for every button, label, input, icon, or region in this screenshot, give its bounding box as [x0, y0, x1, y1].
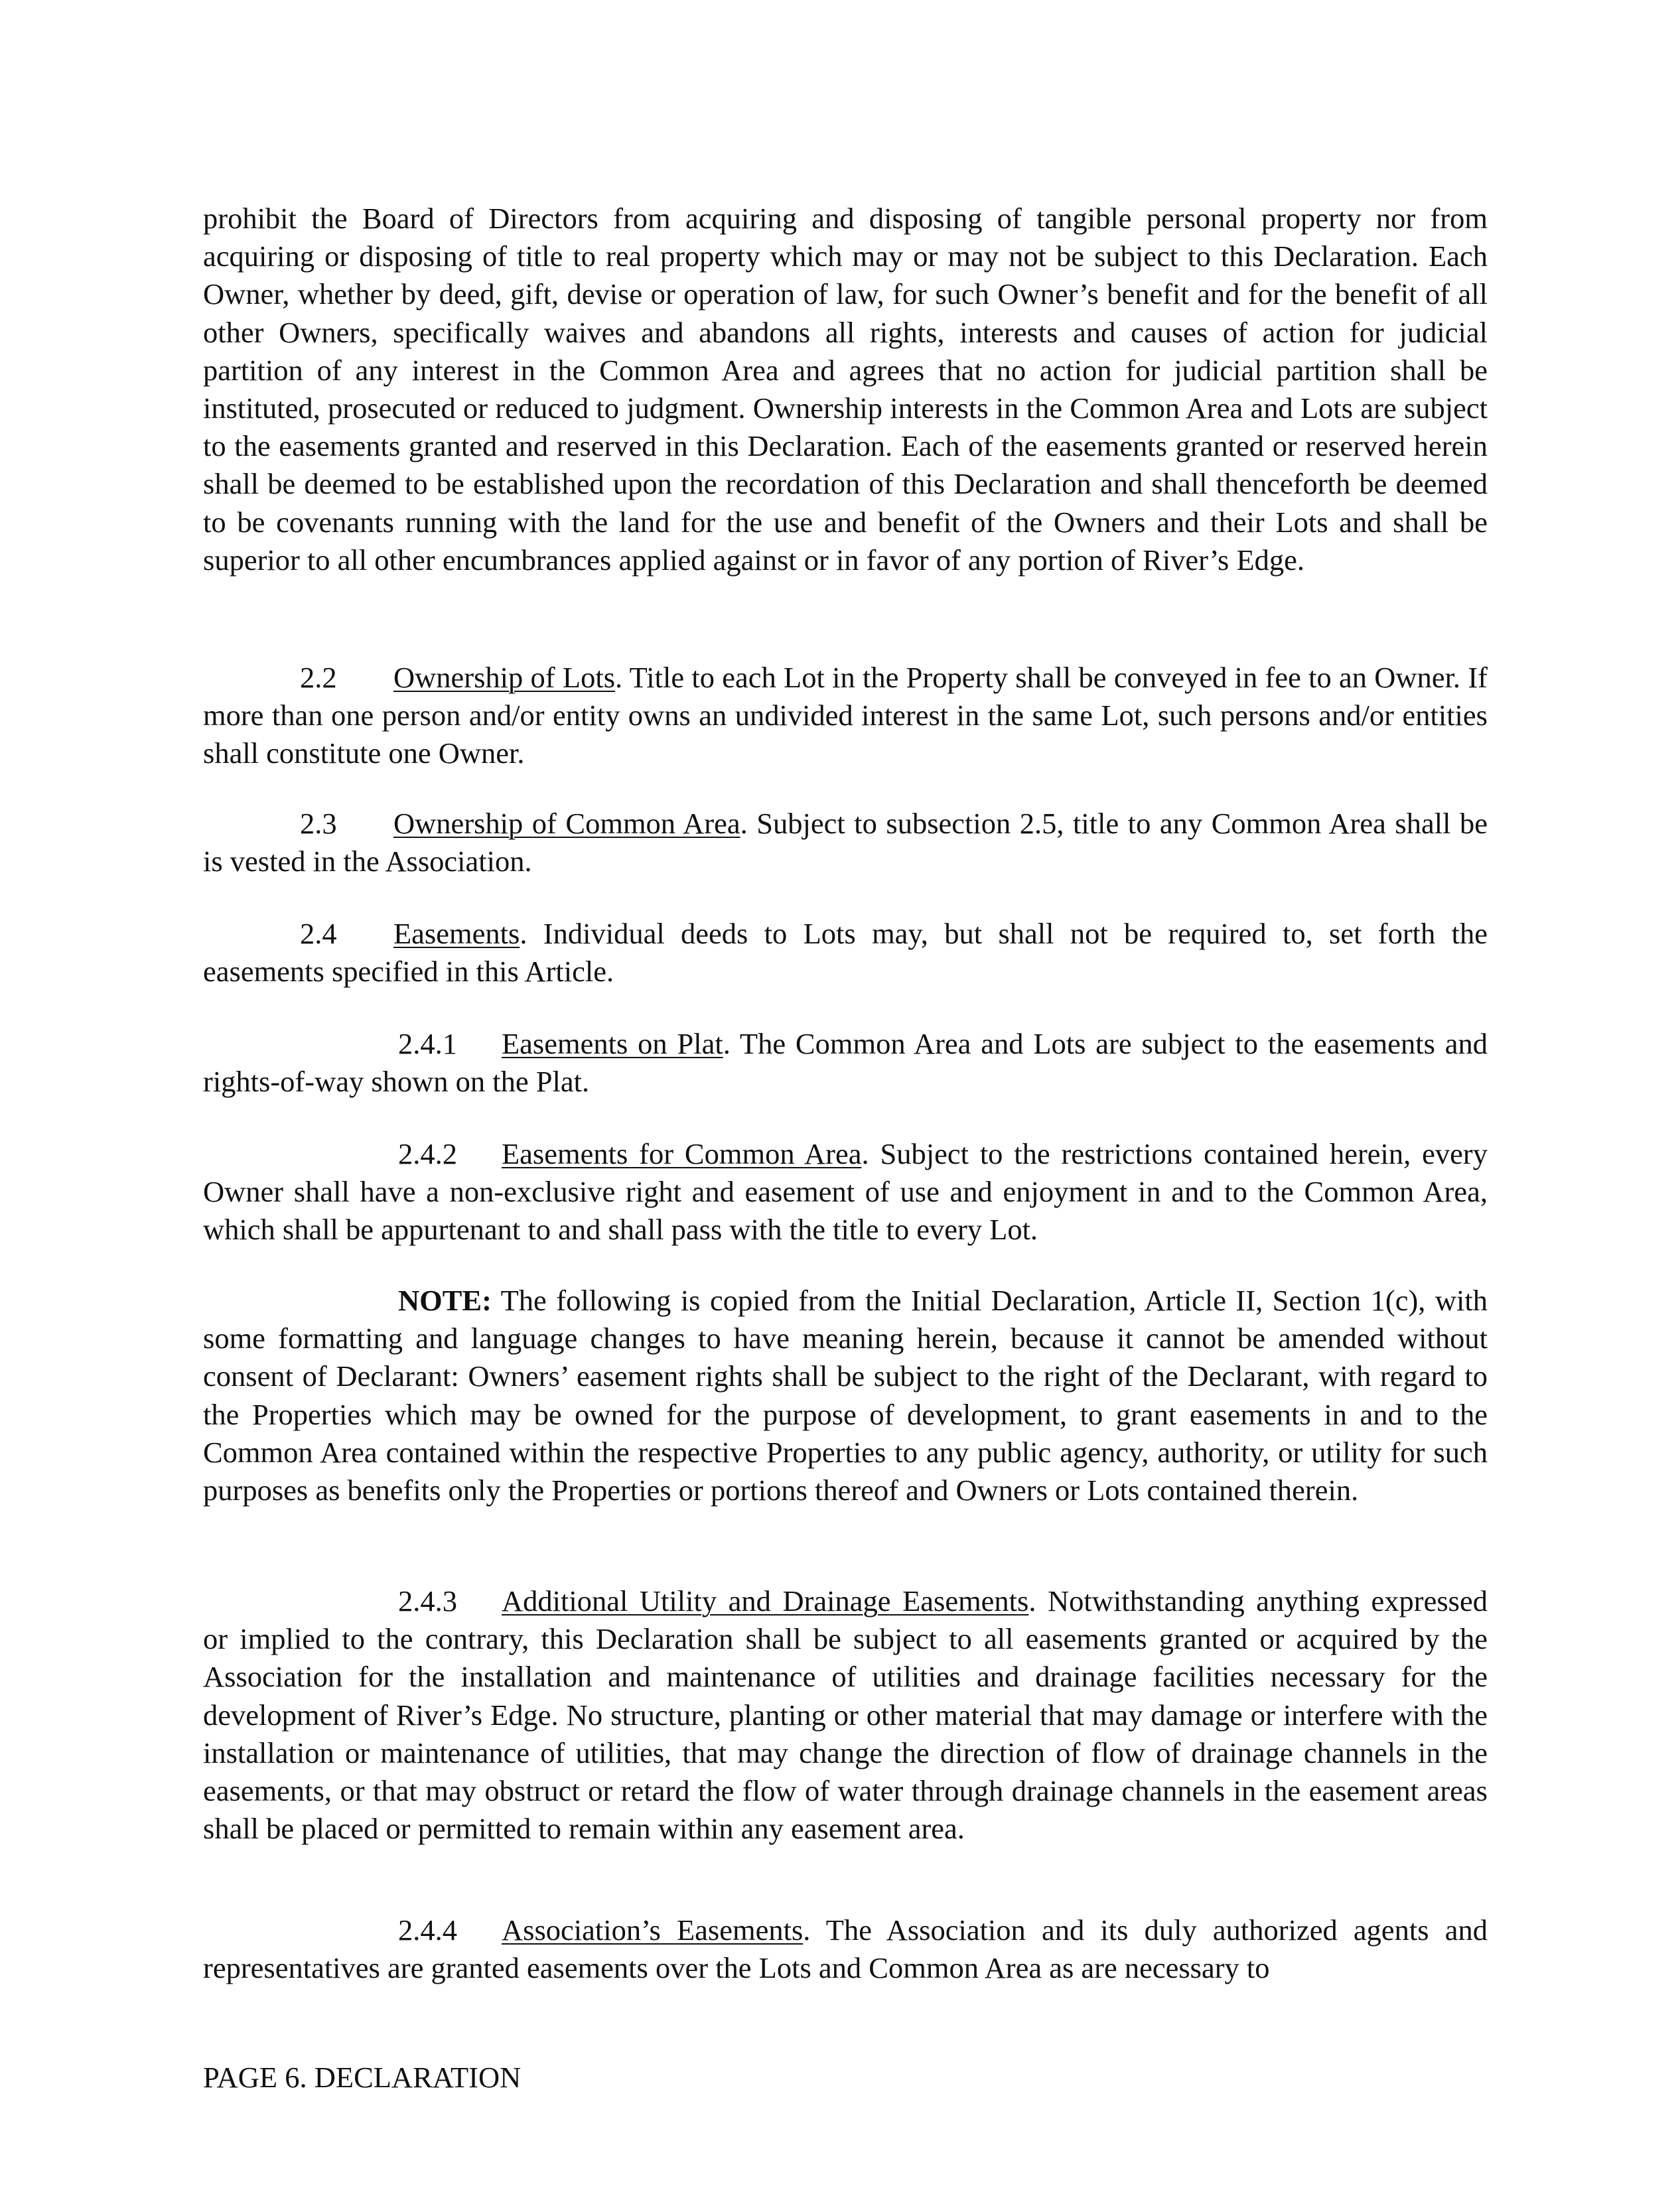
section-2-4-3 [203, 1582, 1488, 1848]
section-text: . Subject to subsection 2.5, title to any Common Area shall be is vested in the Association. [203, 807, 1488, 878]
section-heading: Easements [393, 917, 520, 950]
continuation-paragraph: prohibit the Board of Directors from acquiring and disposing of tangible personal property nor from acquiring or disposing of title to real property which may or may not be subject to this Declaration. Each Owner, whether by deed, gift, devise or operation of law, for such Owner’s benefit and for the benefit of all other Owners, specifically waives and abandons all rights, interests and causes of action for judicial partition of any interest in the Common Area and agrees that no action for judicial partition shall be instituted, prosecuted or reduced to judgment. Ownership interests in the Common Area and Lots are subject to the easements granted and reserved in this Declaration. Each of the easements granted or reserved herein shall be deemed to be established upon the recordation of this Declaration and shall thenceforth be deemed to be covenants running with the land for the use and benefit of the Owners and their Lots and shall be superior to all other encumbrances applied against or in favor of any portion of River’s Edge. [203, 202, 1488, 577]
note-text: The following is copied from the Initial Declaration, Article II, Section 1(c), with some formatting and language changes to have meaning herein, because it cannot be amended without consent of Declarant: Owners’ easement rights shall be subject to the right of the Declarant, with regard to the Properties which may be owned for the purpose of development, to grant easements in and to the Common Area contained within the respective Properties to any public agency, authority, or utility for such purposes as benefits only the Properties or portions thereof and Owners or Lots contained therein. [203, 1284, 1488, 1507]
section-number: 2.2 [300, 661, 337, 694]
section-number: 2.4.4 [398, 1913, 457, 1947]
section-heading: Easements on Plat [502, 1027, 723, 1060]
section-2-4-1 [203, 1025, 1488, 1101]
section-number: 2.4 [300, 917, 337, 950]
section-number: 2.4.3 [398, 1584, 457, 1617]
section-2-2 [203, 659, 1488, 773]
section-text: . The Common Area and Lots are subject to the easements and rights-of-way shown on the Plat. [203, 1027, 1488, 1099]
section-text: . The Association and its duly authorized agents and representatives are granted easements over the Lots and Common Area as are necessary to [203, 1913, 1488, 1985]
section-text: . Title to each Lot in the Property shall be conveyed in fee to an Owner. If more than one person and/or entity owns an undivided interest in the same Lot, such persons and/or entities shall constitute one Owner. [203, 661, 1488, 770]
section-number: 2.3 [300, 807, 337, 840]
note-paragraph [203, 1282, 1488, 1509]
page-footer: PAGE 6. DECLARATION [203, 2061, 522, 2094]
section-text: . Subject to the restrictions contained herein, every Owner shall have a non-exclusive right and easement of use and enjoyment in and to the Common Area, which shall be appurtenant to and shall pass with the title to every Lot. [203, 1137, 1488, 1247]
section-heading: Ownership of Lots [393, 661, 616, 694]
note-label: NOTE: [398, 1284, 492, 1317]
section-2-4 [203, 915, 1488, 991]
section-2-4-4 [203, 1911, 1488, 1987]
section-text: . Individual deeds to Lots may, but shall not be required to, set forth the easements specified in this Article. [203, 917, 1488, 989]
section-number: 2.4.1 [398, 1027, 457, 1060]
section-number: 2.4.2 [398, 1137, 457, 1170]
section-text: . Notwithstanding anything expressed or implied to the contrary, this Declaration shall be subject to all easements granted or acquired by the Association for the installation and maintenance of utilities and drainage facilities necessary for the development of River’s Edge. No structure, planting or other material that may damage or interfere with the installation or maintenance of utilities, that may change the direction of flow of drainage channels in the easements, or that may obstruct or retard the flow of water through drainage channels in the easement areas shall be placed or permitted to remain within any easement area. [203, 1584, 1488, 1846]
section-heading: Ownership of Common Area [393, 807, 740, 840]
section-heading: Easements for Common Area [502, 1137, 862, 1170]
section-2-4-2 [203, 1135, 1488, 1249]
section-2-3 [203, 805, 1488, 880]
section-heading: Additional Utility and Drainage Easements [502, 1584, 1029, 1617]
section-heading: Association’s Easements [502, 1913, 804, 1947]
